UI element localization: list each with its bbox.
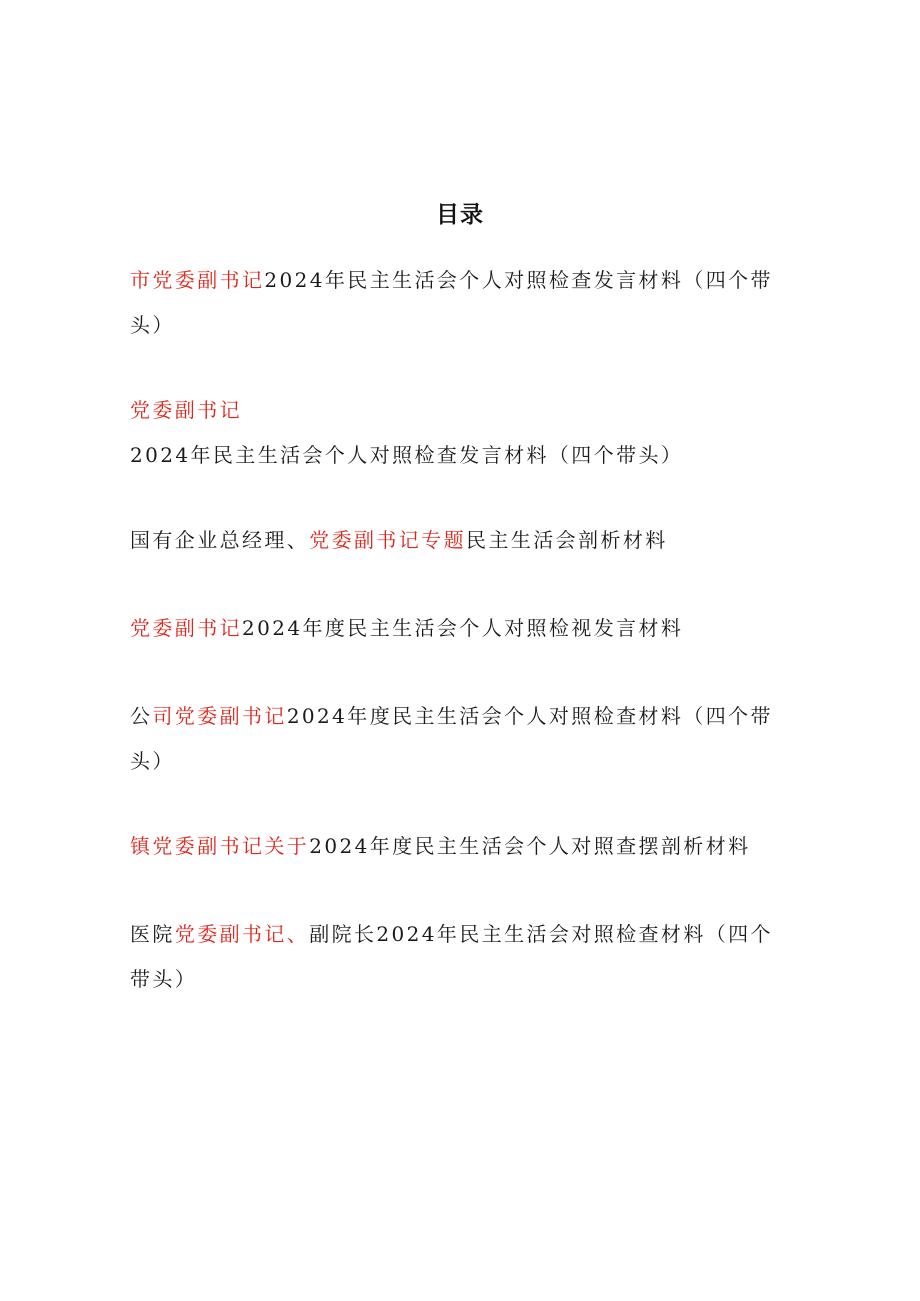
entry-text-highlight: 党委副书记 xyxy=(130,398,242,422)
entry-text-highlight: 镇党委副书记关于 xyxy=(130,834,310,858)
entry-text: 医院 xyxy=(130,922,175,946)
toc-entry[interactable] xyxy=(130,388,790,478)
toc-entry[interactable] xyxy=(130,824,790,869)
entry-text: 2024年度民主生活会个人对照检视发言材料 xyxy=(242,616,684,640)
toc-list xyxy=(130,258,790,1042)
toc-entry[interactable] xyxy=(130,518,790,563)
entry-text: 公 xyxy=(130,704,153,728)
entry-text: 2024年度民主生活会个人对照检查材料（四个带头） xyxy=(130,704,773,773)
entry-text-highlight: 司党委副书记 xyxy=(152,704,287,728)
entry-text-highlight: 党委副书记 xyxy=(130,616,242,640)
entry-text: 国有企业总经理、 xyxy=(130,528,310,552)
entry-text-highlight: 党委副书记、 xyxy=(174,922,310,946)
entry-text: 2024年民主生活会个人对照检查发言材料（四个带头） xyxy=(130,268,773,337)
entry-text: 2024年度民主生活会个人对照查摆剖析材料 xyxy=(309,834,751,858)
toc-entry[interactable] xyxy=(130,606,790,651)
toc-entry[interactable] xyxy=(130,912,790,1002)
toc-entry[interactable] xyxy=(130,694,790,784)
entry-text: 民主生活会剖析材料 xyxy=(466,528,668,552)
entry-text-highlight: 市党委副书记 xyxy=(130,268,265,292)
entry-text: 2024年民主生活会个人对照检查发言材料（四个带头） xyxy=(130,443,684,467)
entry-text: 副院长2024年民主生活会对照检查材料（四个带头） xyxy=(130,922,773,991)
toc-title: 目录 xyxy=(436,202,484,228)
entry-text-highlight: 党委副书记专题 xyxy=(309,528,467,552)
toc-entry[interactable] xyxy=(130,258,790,348)
